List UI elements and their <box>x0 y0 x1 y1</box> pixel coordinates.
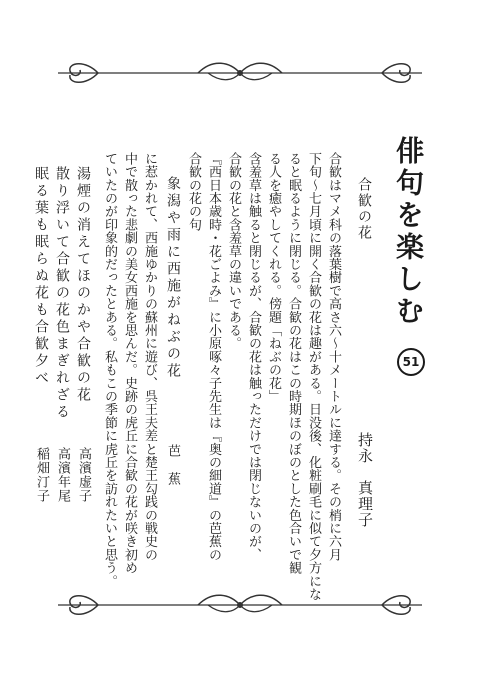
paragraph-line: ると眠るように閉じる。合歓の花はこの時期ほのぼのとした色合いで観 <box>286 152 301 575</box>
basho-haiku-author: 芭 蕉 <box>165 444 180 486</box>
paragraph-line: 『西日本歳時・花ごよみ』に小原啄々子先生は『奥の細道』の芭蕉の <box>206 152 221 562</box>
haiku-text: 眠る葉も眠らぬ花も合歓夕べ <box>33 166 49 387</box>
bottom-ornament-divider <box>58 590 422 620</box>
issue-number-badge: 51 <box>397 348 425 376</box>
haiku-author: 高濱年尾 <box>55 447 70 503</box>
page-title: 俳句を楽しむ <box>392 136 425 328</box>
paragraph-line: 合歓の花の句 <box>186 152 201 232</box>
commentary-line: に惹かれて、西施ゆかりの蘇州に遊び、呉王夫差と楚王勾践の戦史の <box>142 152 157 562</box>
paragraph-line: 合歓はマメ科の落葉樹で高さ六〜十メートルに達する。その梢に六月 <box>326 152 341 562</box>
top-ornament-divider <box>58 58 422 88</box>
haiku-author: 高濱虚子 <box>76 447 91 503</box>
section-subtitle: 合歓の花 <box>356 177 372 241</box>
commentary-line: 中で散った悲劇の美女西施を思んだ。史跡の虎丘に合歓の花が咲き初め <box>122 152 137 575</box>
paragraph-line: 下旬〜七月頃に開く合歓の花は趣がある。日没後、化粧刷毛に似て夕方にな <box>306 152 321 601</box>
paragraph-line: 合歓の花と含羞草の違いである。 <box>226 152 241 350</box>
commentary-line: ていたのが印象的だったとある。私もこの季節に虎丘を訪れたいと思う。 <box>102 152 117 588</box>
haiku-text: 散り浮いて合歓の花色まぎれざる <box>54 166 70 421</box>
paragraph-line: る人を癒やしてくれる。傍題「ねぶの花」 <box>266 152 281 403</box>
haiku-author: 稲畑汀子 <box>34 447 49 503</box>
haiku-text: 湯煙の消えてほのかや合歓の花 <box>75 166 91 404</box>
article-author: 持永 真理子 <box>356 432 374 528</box>
basho-haiku-text: 象潟や雨に西施がねぶの花 <box>165 176 181 380</box>
paragraph-line: 含羞草は触ると閉じるが、合歓の花は触っただけでは閉じないのが、 <box>246 152 261 562</box>
